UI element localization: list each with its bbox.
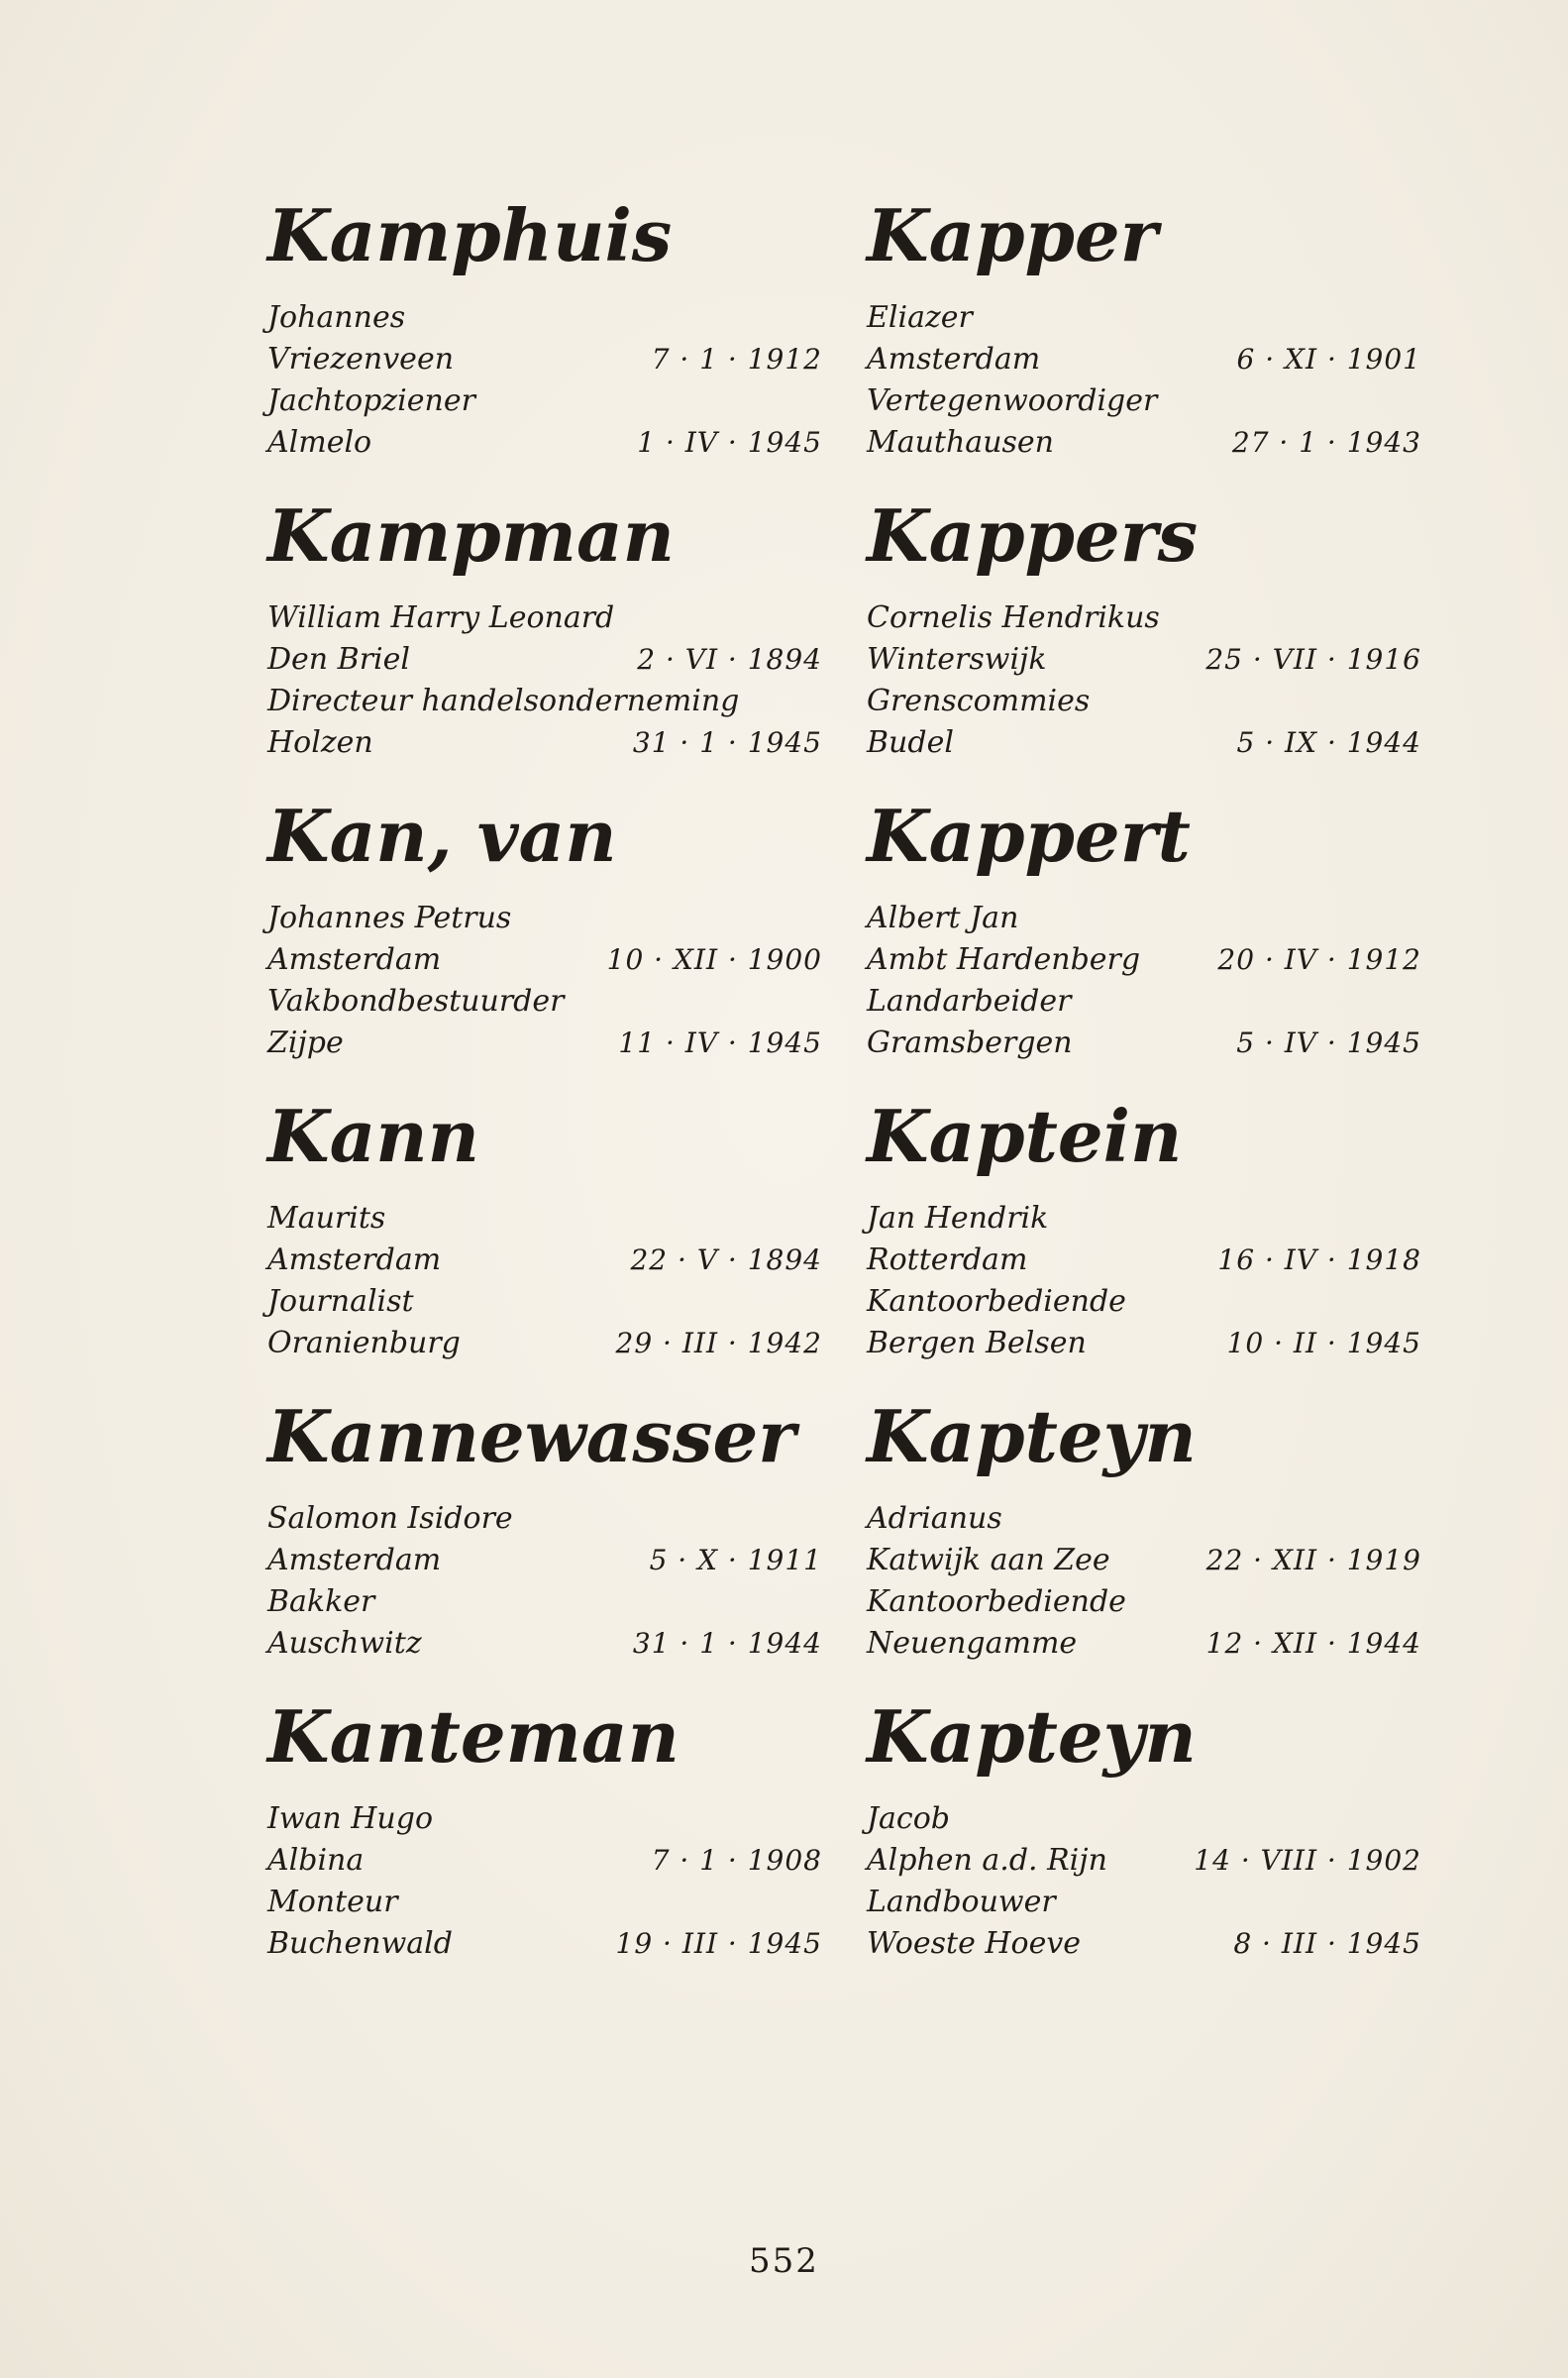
death-line bbox=[267, 1023, 822, 1064]
entry-kaptein bbox=[867, 1089, 1421, 1389]
occupation-line bbox=[867, 1882, 1421, 1923]
given-names-line bbox=[867, 297, 1421, 339]
occupation: Journalist bbox=[267, 1284, 414, 1319]
birth-line bbox=[867, 939, 1421, 981]
birth-date: 7 · 1 · 1908 bbox=[651, 1844, 822, 1877]
death-date: 12 · XII · 1944 bbox=[1205, 1627, 1421, 1660]
occupation-line bbox=[267, 1581, 822, 1623]
surname: Kannewasser bbox=[267, 1394, 796, 1478]
entry-kappers bbox=[867, 488, 1421, 789]
death-date: 27 · 1 · 1943 bbox=[1231, 426, 1421, 459]
occupation-line bbox=[867, 380, 1421, 422]
occupation-line bbox=[867, 981, 1421, 1023]
birthplace: Den Briel bbox=[267, 642, 410, 677]
surname: Kapteyn bbox=[867, 1694, 1197, 1779]
death-date: 1 · IV · 1945 bbox=[637, 426, 822, 459]
birth-line bbox=[267, 1840, 822, 1882]
death-place: Auschwitz bbox=[267, 1626, 422, 1661]
page-number: 552 bbox=[749, 2241, 819, 2281]
death-place: Woeste Hoeve bbox=[867, 1926, 1082, 1961]
death-line bbox=[867, 422, 1421, 464]
death-place: Mauthausen bbox=[867, 425, 1054, 460]
birth-line bbox=[267, 939, 822, 981]
death-line bbox=[867, 1323, 1421, 1364]
death-place: Neuengamme bbox=[867, 1626, 1078, 1661]
given-names: Maurits bbox=[267, 1201, 386, 1236]
death-line bbox=[267, 422, 822, 464]
birthplace: Amsterdam bbox=[267, 1543, 442, 1577]
given-names-line bbox=[867, 898, 1421, 939]
death-date: 11 · IV · 1945 bbox=[618, 1027, 822, 1059]
entry-kann bbox=[267, 1089, 822, 1389]
birth-date: 22 · XII · 1919 bbox=[1205, 1544, 1421, 1576]
given-names-line bbox=[867, 1498, 1421, 1540]
birth-date: 16 · IV · 1918 bbox=[1217, 1243, 1421, 1276]
death-line bbox=[867, 1623, 1421, 1665]
birth-line bbox=[867, 339, 1421, 380]
occupation-line bbox=[267, 380, 822, 422]
birth-line bbox=[867, 1240, 1421, 1281]
occupation: Vertegenwoordiger bbox=[867, 383, 1158, 418]
death-line bbox=[267, 1323, 822, 1364]
surname: Kappers bbox=[867, 493, 1199, 578]
birth-date: 25 · VII · 1916 bbox=[1205, 643, 1421, 676]
death-place: Zijpe bbox=[267, 1026, 344, 1060]
occupation: Landarbeider bbox=[867, 984, 1072, 1019]
occupation-line bbox=[267, 1281, 822, 1323]
death-date: 31 · 1 · 1945 bbox=[632, 726, 822, 759]
given-names: Iwan Hugo bbox=[267, 1801, 434, 1836]
surname: Kaptein bbox=[867, 1094, 1183, 1178]
death-place: Gramsbergen bbox=[867, 1026, 1073, 1060]
entry-kanteman bbox=[267, 1689, 822, 1990]
death-place: Bergen Belsen bbox=[867, 1326, 1087, 1360]
entry-kan-van bbox=[267, 789, 822, 1089]
occupation: Directeur handelsonderneming bbox=[267, 684, 740, 718]
birth-line bbox=[867, 1540, 1421, 1581]
surname: Kamphuis bbox=[267, 193, 673, 277]
death-date: 29 · III · 1942 bbox=[615, 1327, 822, 1359]
birthplace: Alphen a.d. Rijn bbox=[867, 1843, 1107, 1878]
given-names: Cornelis Hendrikus bbox=[867, 600, 1160, 635]
given-names-line bbox=[867, 1798, 1421, 1840]
given-names: Adrianus bbox=[867, 1501, 1002, 1536]
death-place: Holzen bbox=[267, 725, 373, 760]
occupation: Kantoorbediende bbox=[867, 1284, 1126, 1319]
birth-date: 20 · IV · 1912 bbox=[1217, 943, 1421, 976]
surname: Kapteyn bbox=[867, 1394, 1197, 1478]
given-names-line bbox=[267, 297, 822, 339]
surname: Kan, van bbox=[267, 794, 617, 878]
birth-line bbox=[867, 639, 1421, 681]
birth-date: 2 · VI · 1894 bbox=[637, 643, 822, 676]
birthplace: Ambt Hardenberg bbox=[867, 942, 1141, 977]
given-names-line bbox=[867, 1198, 1421, 1240]
birthplace: Amsterdam bbox=[267, 942, 442, 977]
birth-line bbox=[267, 1540, 822, 1581]
death-date: 10 · II · 1945 bbox=[1226, 1327, 1421, 1359]
given-names-line bbox=[267, 1798, 822, 1840]
birthplace: Amsterdam bbox=[267, 1243, 442, 1277]
death-date: 19 · III · 1945 bbox=[615, 1927, 822, 1960]
occupation-line bbox=[267, 981, 822, 1023]
death-date: 5 · IX · 1944 bbox=[1236, 726, 1421, 759]
surname: Kann bbox=[267, 1094, 479, 1178]
birth-line bbox=[867, 1840, 1421, 1882]
surname: Kampman bbox=[267, 493, 675, 578]
death-line bbox=[267, 1923, 822, 1965]
death-line bbox=[867, 1023, 1421, 1064]
entry-kapper bbox=[867, 188, 1421, 488]
occupation-line bbox=[867, 681, 1421, 722]
entry-kapteyn-adrianus bbox=[867, 1389, 1421, 1689]
given-names: Albert Jan bbox=[867, 901, 1019, 935]
given-names-line bbox=[867, 597, 1421, 639]
entry-kappert bbox=[867, 789, 1421, 1089]
surname: Kanteman bbox=[267, 1694, 679, 1779]
occupation-line bbox=[267, 681, 822, 722]
birth-date: 7 · 1 · 1912 bbox=[651, 343, 822, 376]
given-names: Eliazer bbox=[867, 300, 973, 335]
given-names: Jacob bbox=[867, 1801, 950, 1836]
given-names-line bbox=[267, 1498, 822, 1540]
left-column bbox=[267, 188, 822, 1990]
death-line bbox=[267, 1623, 822, 1665]
death-date: 8 · III · 1945 bbox=[1233, 1927, 1421, 1960]
given-names-line bbox=[267, 597, 822, 639]
occupation-line bbox=[267, 1882, 822, 1923]
birth-line bbox=[267, 1240, 822, 1281]
death-line bbox=[867, 1923, 1421, 1965]
given-names-line bbox=[267, 1198, 822, 1240]
birthplace: Winterswijk bbox=[867, 642, 1047, 677]
birthplace: Amsterdam bbox=[867, 342, 1041, 377]
occupation: Grenscommies bbox=[867, 684, 1091, 718]
birth-date: 14 · VIII · 1902 bbox=[1194, 1844, 1421, 1877]
occupation-line bbox=[867, 1581, 1421, 1623]
birthplace: Rotterdam bbox=[867, 1243, 1028, 1277]
birthplace: Vriezenveen bbox=[267, 342, 455, 377]
given-names: Johannes Petrus bbox=[267, 901, 512, 935]
given-names: Jan Hendrik bbox=[867, 1201, 1049, 1236]
occupation-line bbox=[867, 1281, 1421, 1323]
birth-line bbox=[267, 339, 822, 380]
birthplace: Katwijk aan Zee bbox=[867, 1543, 1110, 1577]
death-line bbox=[267, 722, 822, 764]
entry-kapteyn-jacob bbox=[867, 1689, 1421, 1990]
occupation: Bakker bbox=[267, 1584, 375, 1619]
occupation: Vakbondbestuurder bbox=[267, 984, 565, 1019]
entry-kampman bbox=[267, 488, 822, 789]
death-date: 5 · IV · 1945 bbox=[1236, 1027, 1421, 1059]
right-column bbox=[867, 188, 1421, 1990]
occupation: Landbouwer bbox=[867, 1885, 1056, 1919]
given-names: Johannes bbox=[267, 300, 406, 335]
death-line bbox=[867, 722, 1421, 764]
death-place: Buchenwald bbox=[267, 1926, 453, 1961]
death-place: Budel bbox=[867, 725, 954, 760]
birth-date: 5 · X · 1911 bbox=[649, 1544, 822, 1576]
birthplace: Albina bbox=[267, 1843, 365, 1878]
death-date: 31 · 1 · 1944 bbox=[632, 1627, 822, 1660]
surname: Kapper bbox=[867, 193, 1158, 277]
death-place: Almelo bbox=[267, 425, 372, 460]
birth-date: 22 · V · 1894 bbox=[630, 1243, 822, 1276]
given-names-line bbox=[267, 898, 822, 939]
birth-date: 10 · XII · 1900 bbox=[606, 943, 822, 976]
death-place: Oranienburg bbox=[267, 1326, 461, 1360]
occupation: Monteur bbox=[267, 1885, 398, 1919]
birth-line bbox=[267, 639, 822, 681]
entry-kamphuis bbox=[267, 188, 822, 488]
entry-kannewasser bbox=[267, 1389, 822, 1689]
occupation: Jachtopziener bbox=[267, 383, 475, 418]
surname: Kappert bbox=[867, 794, 1191, 878]
given-names: William Harry Leonard bbox=[267, 600, 615, 635]
birth-date: 6 · XI · 1901 bbox=[1236, 343, 1421, 376]
occupation: Kantoorbediende bbox=[867, 1584, 1126, 1619]
given-names: Salomon Isidore bbox=[267, 1501, 513, 1536]
